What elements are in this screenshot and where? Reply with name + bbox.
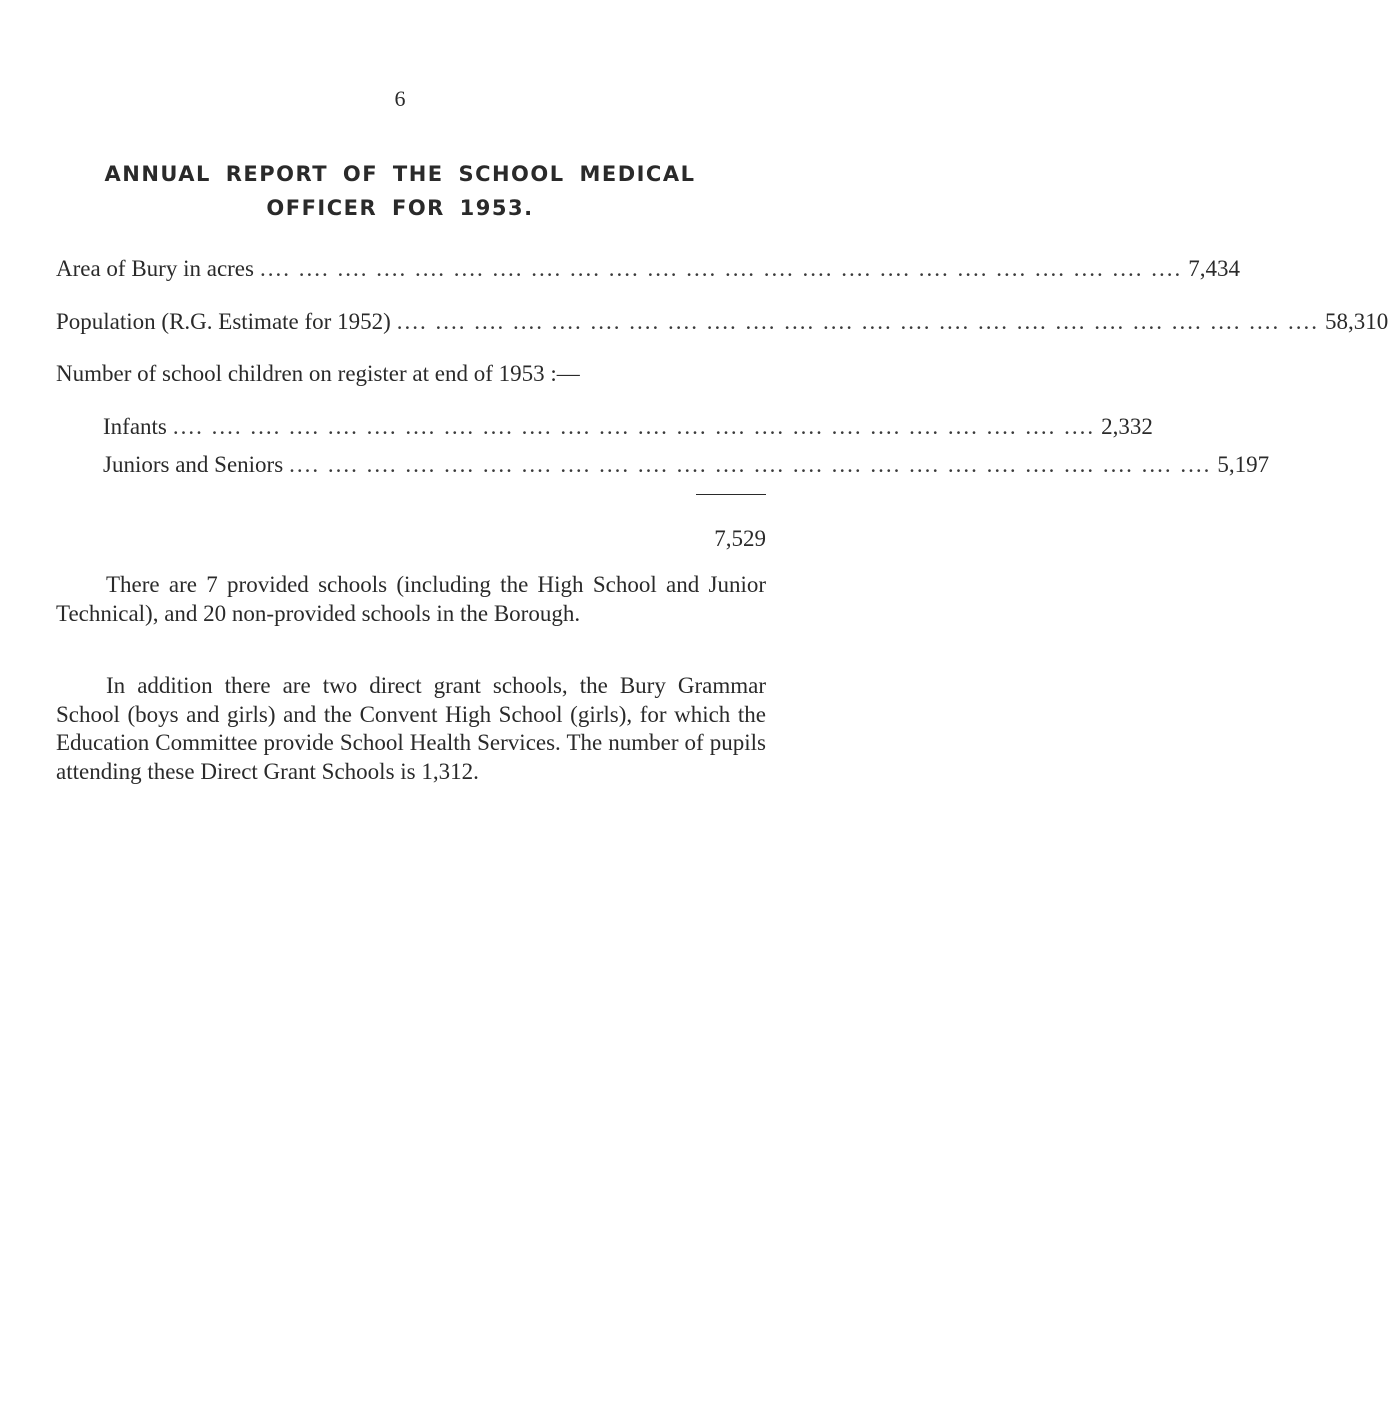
population-value: 58,310 (1325, 309, 1388, 334)
area-value: 7,434 (1188, 256, 1240, 281)
population-row (56, 309, 1388, 335)
infants-row (103, 414, 1153, 440)
leader-dots: .... .... .... .... .... .... .... .... .... .... .... .... .... .... .... .... .... .... .... .... .... .... .... .... (396, 309, 1319, 334)
total-value: 7,529 (714, 526, 766, 551)
area-row (56, 256, 1240, 282)
total-rule (696, 494, 766, 495)
area-label: Area of Bury in acres (56, 256, 254, 281)
page-number: 6 (394, 86, 406, 111)
report-title-line-2: OFFICER FOR 1953. (266, 196, 534, 220)
juniors-value: 5,197 (1217, 452, 1270, 477)
report-title-line-1: ANNUAL REPORT OF THE SCHOOL MEDICAL (104, 162, 696, 186)
leader-dots: .... .... .... .... .... .... .... .... .... .... .... .... .... .... .... .... .... .... .... .... .... .... .... .... (259, 256, 1183, 281)
infants-value: 2,332 (1101, 414, 1153, 439)
population-label: Population (R.G. Estimate for 1952) (56, 309, 391, 334)
leader-dots: .... .... .... .... .... .... .... .... .... .... .... .... .... .... .... .... .... .... .... .... .... .... .... .... (289, 452, 1212, 477)
juniors-row (103, 452, 1270, 478)
leader-dots: .... .... .... .... .... .... .... .... .... .... .... .... .... .... .... .... .... .... .... .... .... .... .... .... (172, 414, 1096, 439)
schools-paragraph: There are 7 provided schools (including the High School and Junior Technical), and 20 non-provided schools in the Borough. (56, 572, 766, 626)
infants-label: Infants (103, 414, 167, 439)
register-intro: Number of school children on register at end of 1953 :— (56, 361, 580, 386)
direct-grant-paragraph: In addition there are two direct grant schools, the Bury Grammar School (boys and girls) and the Convent High School (girls), for which the Education Committee provide School Health Services. The number of pupils attending these Direct Grant Schools is 1,312. (56, 673, 766, 784)
juniors-label: Juniors and Seniors (103, 452, 284, 477)
